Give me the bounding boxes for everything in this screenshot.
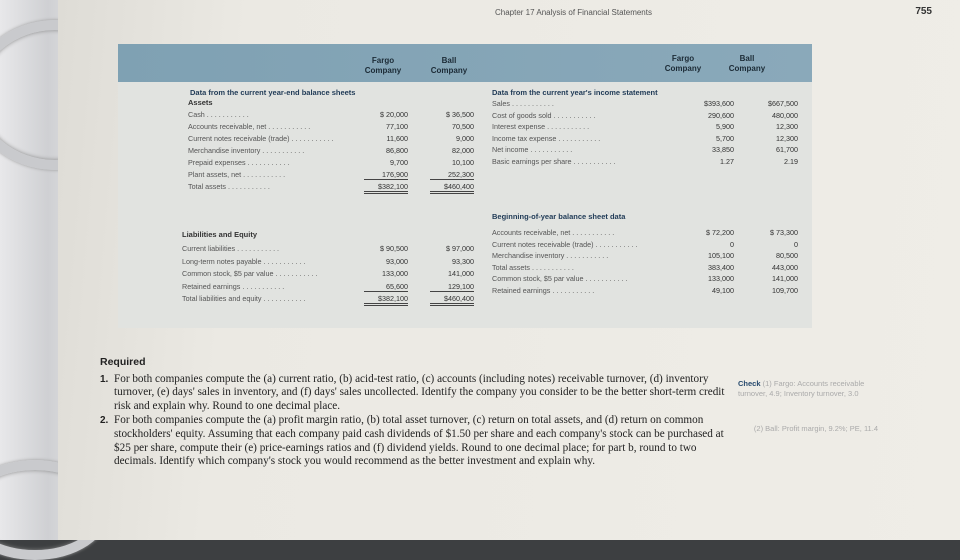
- item-number: 2.: [100, 415, 109, 427]
- ball-value: $ 73,300: [770, 228, 798, 237]
- ball-value: 9,000: [456, 134, 474, 143]
- fargo-value: 105,100: [708, 251, 734, 260]
- ball-value: $667,500: [768, 99, 798, 108]
- item-number: 1.: [100, 373, 109, 385]
- ball-value: 141,000: [772, 274, 798, 283]
- data-row: [492, 134, 800, 144]
- ball-value: 10,100: [452, 158, 474, 167]
- left-col-ball: Ball Company: [430, 56, 468, 75]
- ball-value: 82,000: [452, 146, 474, 155]
- row-label: Current liabilities . . . . . . . . . . .: [182, 244, 280, 253]
- row-label: Total assets . . . . . . . . . . .: [188, 182, 270, 191]
- row-label: Accounts receivable, net . . . . . . . . . . .: [188, 122, 311, 131]
- fargo-value: $ 90,500: [380, 244, 408, 253]
- data-row: [182, 257, 476, 267]
- right-col-ball: Ball Company: [728, 54, 766, 73]
- page-number: 755: [915, 6, 932, 17]
- data-row: [182, 244, 476, 254]
- ball-value: 0: [794, 239, 798, 249]
- required-item-1: [100, 373, 740, 414]
- row-label: Common stock, $5 par value . . . . . . . . . . .: [492, 274, 628, 283]
- fargo-value: 1.27: [720, 156, 734, 166]
- fargo-value: 77,100: [386, 122, 408, 131]
- check-note: [738, 379, 878, 434]
- ball-value: 443,000: [772, 262, 798, 272]
- data-row: [188, 170, 476, 180]
- check-text-1: (1) Fargo: Accounts receivable turnover, 4.9; Inventory turnover, 3.0: [738, 379, 865, 398]
- ball-value: 141,000: [448, 269, 474, 278]
- data-row: [492, 274, 800, 284]
- fargo-value: 49,100: [712, 285, 734, 295]
- data-row: [188, 182, 476, 192]
- data-row: [492, 251, 800, 261]
- check-label: Check: [738, 379, 761, 388]
- required-section: [100, 356, 740, 470]
- row-label: Cost of goods sold . . . . . . . . . . .: [492, 110, 596, 120]
- row-label: Retained earnings . . . . . . . . . . .: [182, 281, 285, 291]
- ball-value: $ 97,000: [446, 244, 474, 253]
- row-label: Total assets . . . . . . . . . . .: [492, 262, 574, 272]
- data-row: [492, 111, 800, 121]
- row-label: Merchandise inventory . . . . . . . . . . .: [188, 146, 305, 155]
- fargo-value: $ 72,200: [706, 228, 734, 237]
- income-statement-title: Data from the current year's income statement: [492, 88, 658, 97]
- row-label: Basic earnings per share . . . . . . . . . . .: [492, 156, 616, 166]
- data-row: [188, 134, 476, 144]
- data-row: [492, 228, 800, 238]
- ball-value: $ 36,500: [446, 110, 474, 119]
- fargo-value: 65,600: [364, 282, 408, 292]
- data-row: [188, 110, 476, 120]
- assets-title: Assets: [188, 98, 213, 107]
- item-text: For both companies compute the (a) profit margin ratio, (b) total asset turnover, (c) return on total assets, and (d) return on common stockholders' equity. Assuming that each company paid cash dividends of $1.50 per share and each company's stock can be purchased at $25 per share, compute their (e) price-earnings ratios and (f) dividend yields. Round to one decimal place; for part b, round to two decimals. Identify which company's stock you would recommend as the better investment and explain why.: [114, 414, 724, 468]
- fargo-value: 176,900: [364, 170, 408, 180]
- fargo-value: 0: [730, 239, 734, 249]
- data-row: [492, 157, 800, 167]
- ball-value: 80,500: [776, 251, 798, 260]
- row-label: Sales . . . . . . . . . . .: [492, 99, 554, 108]
- ball-value: 129,100: [430, 282, 474, 292]
- data-row: [492, 122, 800, 132]
- fargo-value: 11,600: [386, 134, 408, 143]
- chapter-header: Chapter 17 Analysis of Financial Statements: [495, 8, 652, 17]
- data-row: [188, 122, 476, 132]
- data-row: [492, 240, 800, 250]
- left-col-fargo: Fargo Company: [364, 56, 402, 75]
- row-label: Net income . . . . . . . . . . .: [492, 145, 573, 154]
- fargo-value: $ 20,000: [380, 110, 408, 119]
- row-label: Retained earnings . . . . . . . . . . .: [492, 285, 595, 295]
- data-row: [182, 282, 476, 292]
- data-row: [188, 146, 476, 156]
- ball-value: $460,400: [430, 182, 474, 194]
- required-item-2: [100, 414, 740, 468]
- ball-value: 480,000: [772, 110, 798, 120]
- row-label: Accounts receivable, net . . . . . . . . . . .: [492, 228, 615, 237]
- ball-value: 252,300: [430, 170, 474, 180]
- data-row: [492, 263, 800, 273]
- beginning-year-title: Beginning-of-year balance sheet data: [492, 212, 626, 221]
- ball-value: $460,400: [430, 294, 474, 306]
- fargo-value: $382,100: [364, 294, 408, 306]
- ball-value: 12,300: [776, 122, 798, 131]
- fargo-value: 9,700: [390, 158, 408, 167]
- fargo-value: 93,000: [386, 256, 408, 266]
- check-text-2: (2) Ball: Profit margin, 9.2%; PE, 11.4: [753, 424, 878, 433]
- row-label: Interest expense . . . . . . . . . . .: [492, 122, 590, 131]
- fargo-value: 5,700: [716, 133, 734, 143]
- ball-value: 2.19: [784, 156, 798, 166]
- row-label: Merchandise inventory . . . . . . . . . . .: [492, 251, 609, 260]
- ball-value: 93,300: [452, 256, 474, 266]
- row-label: Current notes receivable (trade) . . . . . . . . . . .: [492, 239, 638, 249]
- liabilities-title: Liabilities and Equity: [182, 230, 258, 239]
- fargo-value: 86,800: [386, 146, 408, 155]
- data-row: [188, 158, 476, 168]
- item-text: For both companies compute the (a) current ratio, (b) acid-test ratio, (c) accounts (including notes) receivable turnover, (d) inventory turnover, (e) days' sales in inventory, and (f) days' sales uncollected. Identify the company you consider to be the better short-term credit risk and explain why. Round to one decimal place.: [114, 372, 725, 412]
- fargo-value: 133,000: [382, 269, 408, 278]
- row-label: Plant assets, net . . . . . . . . . . .: [188, 170, 286, 179]
- financial-data-panel: [118, 44, 812, 328]
- row-label: Income tax expense . . . . . . . . . . .: [492, 133, 601, 143]
- fargo-value: 290,600: [708, 110, 734, 120]
- fargo-value: 5,900: [716, 122, 734, 131]
- ball-value: 109,700: [772, 285, 798, 295]
- right-col-fargo: Fargo Company: [664, 54, 702, 73]
- row-label: Common stock, $5 par value . . . . . . . . . . .: [182, 269, 318, 278]
- fargo-value: $393,600: [704, 99, 734, 108]
- fargo-value: 133,000: [708, 274, 734, 283]
- row-label: Long-term notes payable . . . . . . . . . . .: [182, 256, 306, 266]
- data-row: [492, 286, 800, 296]
- ball-value: 12,300: [776, 133, 798, 143]
- fargo-value: $382,100: [364, 182, 408, 194]
- fargo-value: 383,400: [708, 262, 734, 272]
- data-row: [182, 294, 476, 304]
- row-label: Prepaid expenses . . . . . . . . . . .: [188, 158, 290, 167]
- required-title: Required: [100, 356, 146, 368]
- fargo-value: 33,850: [712, 145, 734, 154]
- row-label: Cash . . . . . . . . . . .: [188, 110, 249, 119]
- row-label: Total liabilities and equity . . . . . . . . . . .: [182, 294, 306, 303]
- ball-value: 61,700: [776, 145, 798, 154]
- data-row: [492, 145, 800, 155]
- row-label: Current notes receivable (trade) . . . . . . . . . . .: [188, 134, 334, 143]
- balance-sheet-title: Data from the current year-end balance sheets: [190, 88, 356, 97]
- ball-value: 70,500: [452, 122, 474, 131]
- data-row: [182, 269, 476, 279]
- data-row: [492, 99, 800, 109]
